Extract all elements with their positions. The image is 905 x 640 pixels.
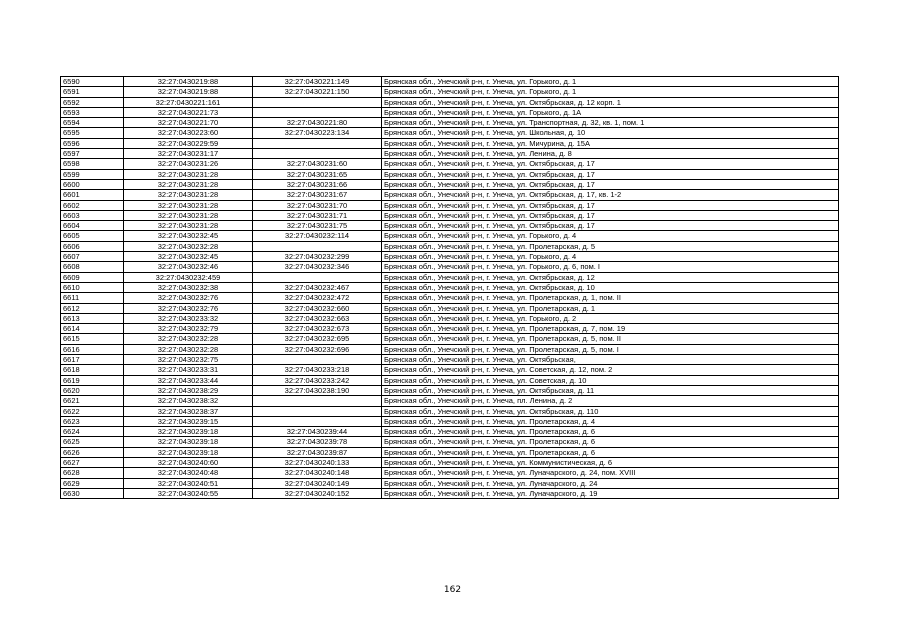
address-cell: Брянская обл., Унечский р-н, г. Унеча, ул. Пролетарская, д. 5 <box>382 241 839 251</box>
cadastral-number-cell: 32:27:0430240:149 <box>253 478 382 488</box>
address-cell: Брянская обл., Унечский р-н, г. Унеча, ул. Пролетарская, д. 4 <box>382 416 839 426</box>
parent-cadastral-number-cell: 32:27:0430238:29 <box>124 385 253 395</box>
table-row <box>61 478 839 488</box>
row-number-cell: 6593 <box>61 107 124 117</box>
address-cell: Брянская обл., Унечский р-н, г. Унеча, ул. Ленина, д. 8 <box>382 149 839 159</box>
row-number-cell: 6595 <box>61 128 124 138</box>
row-number-cell: 6611 <box>61 293 124 303</box>
page-number: 162 <box>443 585 462 595</box>
table-row <box>61 457 839 467</box>
address-cell: Брянская обл., Унечский р-н, г. Унеча, ул. Советская, д. 12, пом. 2 <box>382 365 839 375</box>
row-number-cell: 6603 <box>61 210 124 220</box>
table-row <box>61 344 839 354</box>
row-number-cell: 6608 <box>61 262 124 272</box>
parent-cadastral-number-cell: 32:27:0430231:28 <box>124 190 253 200</box>
row-number-cell: 6605 <box>61 231 124 241</box>
cadastral-number-cell: 32:27:0430231:70 <box>253 200 382 210</box>
address-cell: Брянская обл., Унечский р-н, г. Унеча, ул. Октябрьская, д. 12 корп. 1 <box>382 97 839 107</box>
cadastral-number-cell: 32:27:0430221:150 <box>253 87 382 97</box>
cadastral-number-cell: 32:27:0430232:467 <box>253 282 382 292</box>
table-row <box>61 375 839 385</box>
row-number-cell: 6591 <box>61 87 124 97</box>
parent-cadastral-number-cell: 32:27:0430231:28 <box>124 210 253 220</box>
table-row <box>61 427 839 437</box>
row-number-cell: 6629 <box>61 478 124 488</box>
parent-cadastral-number-cell: 32:27:0430240:60 <box>124 457 253 467</box>
parent-cadastral-number-cell: 32:27:0430221:73 <box>124 107 253 117</box>
address-cell: Брянская обл., Унечский р-н, г. Унеча, ул. Пролетарская, д. 6 <box>382 447 839 457</box>
table-row <box>61 262 839 272</box>
cadastral-number-cell: 32:27:0430239:87 <box>253 447 382 457</box>
cadastral-number-cell: 32:27:0430239:44 <box>253 427 382 437</box>
address-cell: Брянская обл., Унечский р-н, г. Унеча, ул. Октябрьская, <box>382 355 839 365</box>
table-row <box>61 231 839 241</box>
cadastral-number-cell: 32:27:0430232:346 <box>253 262 382 272</box>
parent-cadastral-number-cell: 32:27:0430231:26 <box>124 159 253 169</box>
parent-cadastral-number-cell: 32:27:0430239:18 <box>124 447 253 457</box>
address-cell: Брянская обл., Унечский р-н, г. Унеча, ул. Горького, д. 4 <box>382 231 839 241</box>
row-number-cell: 6592 <box>61 97 124 107</box>
parent-cadastral-number-cell: 32:27:0430240:55 <box>124 488 253 498</box>
cadastral-number-cell <box>253 97 382 107</box>
cadastral-number-cell: 32:27:0430231:75 <box>253 221 382 231</box>
cadastral-number-cell: 32:27:0430231:60 <box>253 159 382 169</box>
row-number-cell: 6624 <box>61 427 124 437</box>
row-number-cell: 6612 <box>61 303 124 313</box>
parent-cadastral-number-cell: 32:27:0430231:28 <box>124 179 253 189</box>
address-cell: Брянская обл., Унечский р-н, г. Унеча, ул. Транспортная, д. 32, кв. 1, пом. 1 <box>382 118 839 128</box>
row-number-cell: 6621 <box>61 396 124 406</box>
address-cell: Брянская обл., Унечский р-н, г. Унеча, ул. Луначарского, д. 24 <box>382 478 839 488</box>
address-cell: Брянская обл., Унечский р-н, г. Унеча, ул. Коммунистическая, д. 6 <box>382 457 839 467</box>
cadastral-number-cell: 32:27:0430221:149 <box>253 77 382 87</box>
parent-cadastral-number-cell: 32:27:0430232:28 <box>124 334 253 344</box>
table-row <box>61 416 839 426</box>
address-cell: Брянская обл., Унечский р-н, г. Унеча, ул. Пролетарская, д. 5, пом. II <box>382 334 839 344</box>
parent-cadastral-number-cell: 32:27:0430221:70 <box>124 118 253 128</box>
table-row <box>61 324 839 334</box>
address-cell: Брянская обл., Унечский р-н, г. Унеча, ул. Октябрьская, д. 110 <box>382 406 839 416</box>
address-cell: Брянская обл., Унечский р-н, г. Унеча, ул. Горького, д. 1 <box>382 77 839 87</box>
cadastral-number-cell: 32:27:0430240:133 <box>253 457 382 467</box>
row-number-cell: 6630 <box>61 488 124 498</box>
parent-cadastral-number-cell: 32:27:0430232:38 <box>124 282 253 292</box>
address-cell: Брянская обл., Унечский р-н, г. Унеча, ул. Октябрьская, д. 17 <box>382 169 839 179</box>
cadastral-number-cell: 32:27:0430238:190 <box>253 385 382 395</box>
cadastral-number-cell: 32:27:0430232:472 <box>253 293 382 303</box>
cadastral-number-cell: 32:27:0430231:71 <box>253 210 382 220</box>
cadastral-number-cell <box>253 149 382 159</box>
address-cell: Брянская обл., Унечский р-н, г. Унеча, ул. Пролетарская, д. 1 <box>382 303 839 313</box>
row-number-cell: 6597 <box>61 149 124 159</box>
cadastral-number-cell <box>253 272 382 282</box>
row-number-cell: 6626 <box>61 447 124 457</box>
cadastral-number-cell: 32:27:0430232:114 <box>253 231 382 241</box>
row-number-cell: 6602 <box>61 200 124 210</box>
cadastral-number-cell: 32:27:0430233:218 <box>253 365 382 375</box>
row-number-cell: 6625 <box>61 437 124 447</box>
address-cell: Брянская обл., Унечский р-н, г. Унеча, ул. Советская, д. 10 <box>382 375 839 385</box>
parent-cadastral-number-cell: 32:27:0430219:88 <box>124 87 253 97</box>
parent-cadastral-number-cell: 32:27:0430240:51 <box>124 478 253 488</box>
address-cell: Брянская обл., Унечский р-н, г. Унеча, ул. Пролетарская, д. 6 <box>382 427 839 437</box>
table-row <box>61 87 839 97</box>
parent-cadastral-number-cell: 32:27:0430233:32 <box>124 313 253 323</box>
table-row <box>61 365 839 375</box>
address-cell: Брянская обл., Унечский р-н, г. Унеча, ул. Октябрьская, д. 11 <box>382 385 839 395</box>
parent-cadastral-number-cell: 32:27:0430232:28 <box>124 241 253 251</box>
table-row <box>61 77 839 87</box>
row-number-cell: 6598 <box>61 159 124 169</box>
table-row <box>61 221 839 231</box>
address-cell: Брянская обл., Унечский р-н, г. Унеча, ул. Горького, д. 1А <box>382 107 839 117</box>
cadastral-number-cell <box>253 107 382 117</box>
table-row <box>61 107 839 117</box>
table-row <box>61 406 839 416</box>
table-row <box>61 159 839 169</box>
table-row <box>61 282 839 292</box>
table-row <box>61 313 839 323</box>
row-number-cell: 6613 <box>61 313 124 323</box>
table-row <box>61 169 839 179</box>
table-row <box>61 396 839 406</box>
parent-cadastral-number-cell: 32:27:0430232:45 <box>124 231 253 241</box>
address-cell: Брянская обл., Унечский р-н, г. Унеча, ул. Горького, д. 1 <box>382 87 839 97</box>
table-row <box>61 385 839 395</box>
address-cell: Брянская обл., Унечский р-н, г. Унеча, ул. Пролетарская, д. 6 <box>382 437 839 447</box>
row-number-cell: 6614 <box>61 324 124 334</box>
parent-cadastral-number-cell: 32:27:0430239:18 <box>124 437 253 447</box>
table-row <box>61 303 839 313</box>
cadastral-number-cell: 32:27:0430231:65 <box>253 169 382 179</box>
parent-cadastral-number-cell: 32:27:0430232:75 <box>124 355 253 365</box>
table-row <box>61 293 839 303</box>
cadastral-number-cell: 32:27:0430231:67 <box>253 190 382 200</box>
row-number-cell: 6622 <box>61 406 124 416</box>
table-row <box>61 149 839 159</box>
cadastral-number-cell: 32:27:0430240:152 <box>253 488 382 498</box>
parent-cadastral-number-cell: 32:27:0430231:28 <box>124 221 253 231</box>
address-cell: Брянская обл., Унечский р-н, г. Унеча, ул. Школьная, д. 10 <box>382 128 839 138</box>
cadastral-number-cell: 32:27:0430231:66 <box>253 179 382 189</box>
row-number-cell: 6600 <box>61 179 124 189</box>
table-row <box>61 355 839 365</box>
row-number-cell: 6623 <box>61 416 124 426</box>
row-number-cell: 6610 <box>61 282 124 292</box>
cadastral-number-cell: 32:27:0430232:663 <box>253 313 382 323</box>
row-number-cell: 6619 <box>61 375 124 385</box>
cadastral-number-cell <box>253 396 382 406</box>
table-row <box>61 488 839 498</box>
table-row <box>61 334 839 344</box>
row-number-cell: 6628 <box>61 468 124 478</box>
address-cell: Брянская обл., Унечский р-н, г. Унеча, ул. Мичурина, д. 15А <box>382 138 839 148</box>
table-row <box>61 200 839 210</box>
cadastral-number-cell: 32:27:0430232:696 <box>253 344 382 354</box>
row-number-cell: 6616 <box>61 344 124 354</box>
address-cell: Брянская обл., Унечский р-н, г. Унеча, ул. Горького, д. 6, пом. I <box>382 262 839 272</box>
address-cell: Брянская обл., Унечский р-н, г. Унеча, ул. Октябрьская, д. 17 <box>382 200 839 210</box>
row-number-cell: 6594 <box>61 118 124 128</box>
row-number-cell: 6590 <box>61 77 124 87</box>
parent-cadastral-number-cell: 32:27:0430221:161 <box>124 97 253 107</box>
parent-cadastral-number-cell: 32:27:0430240:48 <box>124 468 253 478</box>
cadastral-number-cell <box>253 138 382 148</box>
row-number-cell: 6609 <box>61 272 124 282</box>
cadastral-number-cell: 32:27:0430221:80 <box>253 118 382 128</box>
table-row <box>61 118 839 128</box>
parent-cadastral-number-cell: 32:27:0430232:46 <box>124 262 253 272</box>
cadastral-number-cell: 32:27:0430232:673 <box>253 324 382 334</box>
parent-cadastral-number-cell: 32:27:0430232:79 <box>124 324 253 334</box>
parent-cadastral-number-cell: 32:27:0430238:32 <box>124 396 253 406</box>
cadastral-number-cell: 32:27:0430239:78 <box>253 437 382 447</box>
table-row <box>61 241 839 251</box>
parent-cadastral-number-cell: 32:27:0430232:76 <box>124 303 253 313</box>
row-number-cell: 6599 <box>61 169 124 179</box>
row-number-cell: 6618 <box>61 365 124 375</box>
address-cell: Брянская обл., Унечский р-н, г. Унеча, ул. Пролетарская, д. 5, пом. I <box>382 344 839 354</box>
row-number-cell: 6617 <box>61 355 124 365</box>
table-row <box>61 210 839 220</box>
table-row <box>61 447 839 457</box>
parent-cadastral-number-cell: 32:27:0430232:76 <box>124 293 253 303</box>
parent-cadastral-number-cell: 32:27:0430232:28 <box>124 344 253 354</box>
cadastral-number-cell: 32:27:0430240:148 <box>253 468 382 478</box>
table-row <box>61 97 839 107</box>
parent-cadastral-number-cell: 32:27:0430232:459 <box>124 272 253 282</box>
cadastral-number-cell <box>253 406 382 416</box>
address-cell: Брянская обл., Унечский р-н, г. Унеча, ул. Октябрьская, д. 12 <box>382 272 839 282</box>
table-row <box>61 272 839 282</box>
parent-cadastral-number-cell: 32:27:0430229:59 <box>124 138 253 148</box>
parent-cadastral-number-cell: 32:27:0430232:45 <box>124 252 253 262</box>
address-cell: Брянская обл., Унечский р-н, г. Унеча, ул. Горького, д. 4 <box>382 252 839 262</box>
table-row <box>61 138 839 148</box>
table-row <box>61 468 839 478</box>
row-number-cell: 6601 <box>61 190 124 200</box>
table-row <box>61 437 839 447</box>
address-cell: Брянская обл., Унечский р-н, г. Унеча, ул. Пролетарская, д. 1, пом. II <box>382 293 839 303</box>
address-cell: Брянская обл., Унечский р-н, г. Унеча, ул. Октябрьская, д. 17 <box>382 221 839 231</box>
parent-cadastral-number-cell: 32:27:0430239:15 <box>124 416 253 426</box>
parent-cadastral-number-cell: 32:27:0430233:44 <box>124 375 253 385</box>
address-cell: Брянская обл., Унечский р-н, г. Унеча, пл. Ленина, д. 2 <box>382 396 839 406</box>
row-number-cell: 6606 <box>61 241 124 251</box>
address-cell: Брянская обл., Унечский р-н, г. Унеча, ул. Октябрьская, д. 17 <box>382 210 839 220</box>
row-number-cell: 6596 <box>61 138 124 148</box>
row-number-cell: 6627 <box>61 457 124 467</box>
parent-cadastral-number-cell: 32:27:0430238:37 <box>124 406 253 416</box>
parent-cadastral-number-cell: 32:27:0430231:28 <box>124 200 253 210</box>
parent-cadastral-number-cell: 32:27:0430219:88 <box>124 77 253 87</box>
address-cell: Брянская обл., Унечский р-н, г. Унеча, ул. Октябрьская, д. 17, кв. 1-2 <box>382 190 839 200</box>
row-number-cell: 6615 <box>61 334 124 344</box>
address-cell: Брянская обл., Унечский р-н, г. Унеча, ул. Луначарского, д. 19 <box>382 488 839 498</box>
address-cell: Брянская обл., Унечский р-н, г. Унеча, ул. Октябрьская, д. 17 <box>382 179 839 189</box>
registry-table-body <box>61 77 839 499</box>
parent-cadastral-number-cell: 32:27:0430239:18 <box>124 427 253 437</box>
table-row <box>61 252 839 262</box>
parent-cadastral-number-cell: 32:27:0430223:60 <box>124 128 253 138</box>
cadastral-number-cell <box>253 241 382 251</box>
cadastral-number-cell: 32:27:0430232:695 <box>253 334 382 344</box>
row-number-cell: 6607 <box>61 252 124 262</box>
cadastral-number-cell: 32:27:0430233:242 <box>253 375 382 385</box>
parent-cadastral-number-cell: 32:27:0430231:17 <box>124 149 253 159</box>
parent-cadastral-number-cell: 32:27:0430231:28 <box>124 169 253 179</box>
cadastral-number-cell <box>253 416 382 426</box>
registry-table <box>60 76 839 499</box>
address-cell: Брянская обл., Унечский р-н, г. Унеча, ул. Октябрьская, д. 17 <box>382 159 839 169</box>
cadastral-number-cell: 32:27:0430232:660 <box>253 303 382 313</box>
row-number-cell: 6620 <box>61 385 124 395</box>
cadastral-number-cell <box>253 355 382 365</box>
cadastral-number-cell: 32:27:0430232:299 <box>253 252 382 262</box>
address-cell: Брянская обл., Унечский р-н, г. Унеча, ул. Луначарского, д. 24, пом. XVIII <box>382 468 839 478</box>
table-row <box>61 190 839 200</box>
address-cell: Брянская обл., Унечский р-н, г. Унеча, ул. Октябрьская, д. 10 <box>382 282 839 292</box>
address-cell: Брянская обл., Унечский р-н, г. Унеча, ул. Горького, д. 2 <box>382 313 839 323</box>
address-cell: Брянская обл., Унечский р-н, г. Унеча, ул. Пролетарская, д. 7, пом. 19 <box>382 324 839 334</box>
row-number-cell: 6604 <box>61 221 124 231</box>
table-row <box>61 179 839 189</box>
cadastral-number-cell: 32:27:0430223:134 <box>253 128 382 138</box>
parent-cadastral-number-cell: 32:27:0430233:31 <box>124 365 253 375</box>
table-row <box>61 128 839 138</box>
